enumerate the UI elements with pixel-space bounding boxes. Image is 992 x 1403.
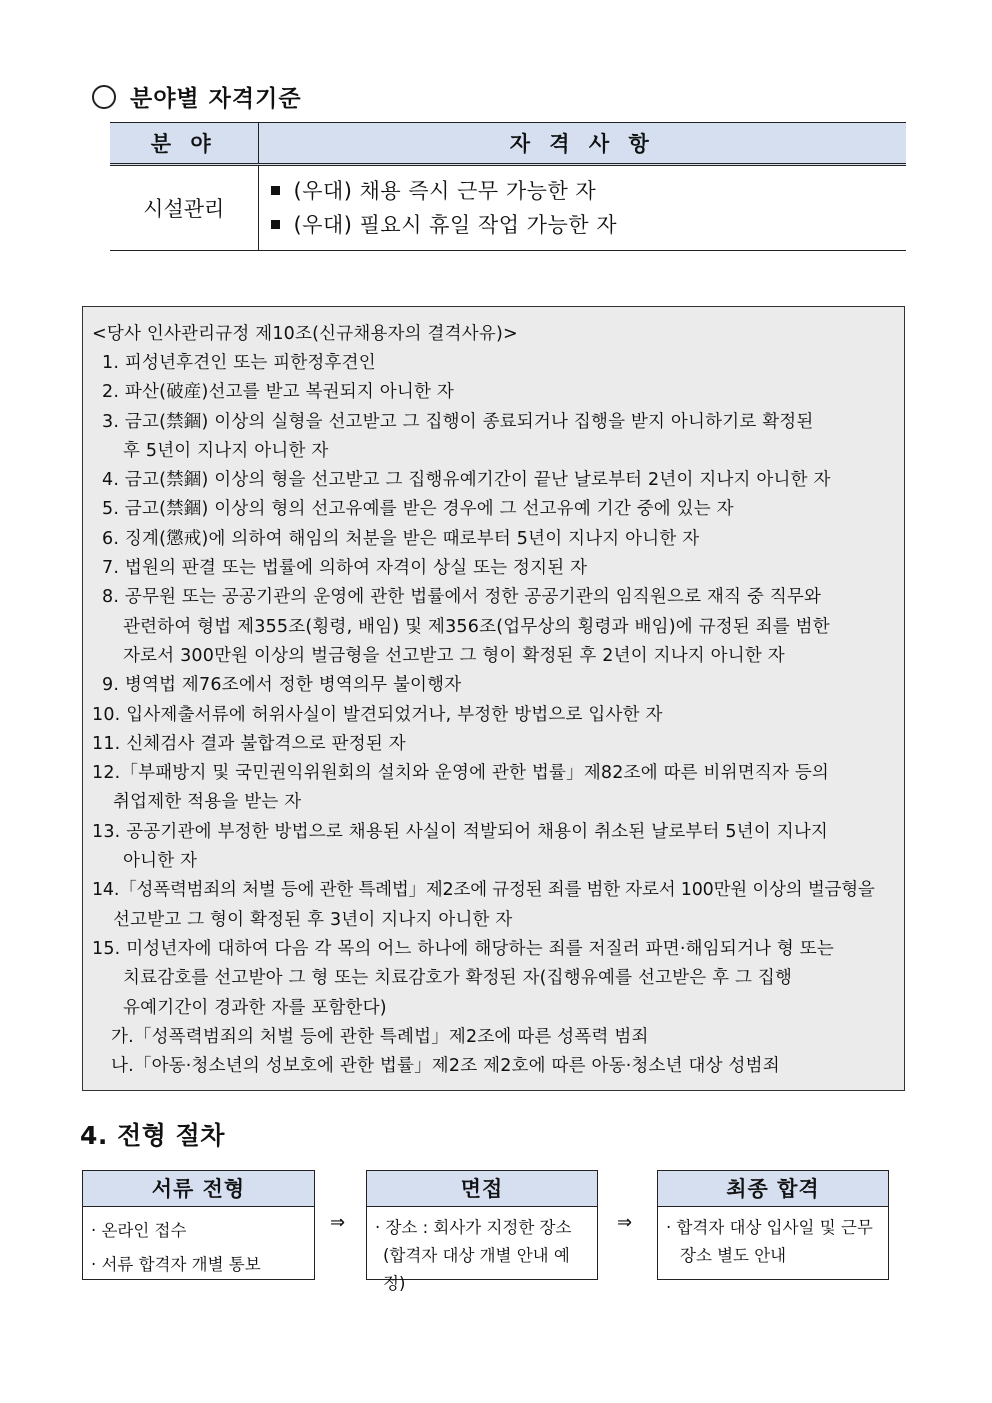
rule-line: 9. 병역법 제76조에서 정한 병역의무 불이행자 (102, 675, 462, 696)
list-item (267, 208, 907, 242)
rule-line: 자로서 300만원 이상의 벌금형을 선고받고 그 형이 확정된 후 2년이 지나지 아니한 자 (123, 645, 785, 666)
rule-line: 13. 공공기관에 부정한 방법으로 채용된 사실이 적발되어 채용이 취소된 날로부터 5년이 지나지 (92, 821, 829, 842)
rule-line: 후 5년이 지나지 아니한 자 (123, 440, 329, 461)
rule-line: 치료감호를 선고받아 그 형 또는 치료감호가 확정된 자(집행유예를 선고받은 후 그 집행 (123, 968, 793, 989)
arrow-right-icon: ⇒ (617, 1212, 633, 1233)
section-title (92, 80, 302, 113)
step-title: 면접 (367, 1171, 597, 1207)
rule-line: 유예기간이 경과한 자를 포함한다) (123, 997, 387, 1018)
rule-line: 선고받고 그 형이 확정된 후 3년이 지나지 아니한 자 (113, 909, 513, 930)
step-line: · 서류 합격자 개별 통보 (91, 1255, 261, 1274)
rule-line: 4. 금고(禁錮) 이상의 형을 선고받고 그 집행유예기간이 끝난 날로부터 2년이 지나지 아니한 자 (102, 470, 831, 491)
rule-line: 취업제한 적용을 받는 자 (113, 792, 302, 813)
square-bullet-icon (271, 220, 280, 229)
rule-line: 5. 금고(禁錮) 이상의 형의 선고유예를 받은 경우에 그 선고유예 기간 중에 있는 자 (102, 499, 734, 520)
arrow-right-icon: ⇒ (330, 1212, 346, 1233)
disqualification-rules-box (82, 306, 905, 1091)
rule-line: 15. 미성년자에 대하여 다음 각 목의 어느 하나에 해당하는 죄를 저질러 파면·해임되거나 형 또는 (92, 938, 834, 959)
rule-line: 나.「아동·청소년의 성보호에 관한 법률」제2조 제2호에 따른 아동·청소년 대상 성범죄 (111, 1056, 780, 1077)
square-bullet-icon (271, 186, 280, 195)
step-document-screening (82, 1170, 315, 1280)
rule-line: 14.「성폭력범죄의 처벌 등에 관한 특례법」제2조에 규정된 죄를 범한 자로서 100만원 이상의 벌금형을 (92, 880, 875, 901)
rule-line: 3. 금고(禁錮) 이상의 실형을 선고받고 그 집행이 종료되거나 집행을 받지 아니하기로 확정된 (102, 411, 814, 432)
rule-line: 7. 법원의 판결 또는 법률에 의하여 자격이 상실 또는 정지된 자 (102, 558, 588, 579)
rule-line: 11. 신체검사 결과 불합격으로 판정된 자 (92, 733, 406, 754)
table-row (110, 165, 906, 251)
rules-heading: <당사 인사관리규정 제10조(신규채용자의 결격사유)> (92, 324, 518, 344)
col-header-field: 분 야 (110, 123, 258, 165)
rule-line: 아니한 자 (123, 851, 198, 872)
step-title: 최종 합격 (658, 1171, 888, 1207)
step-line: 장소 별도 안내 (680, 1246, 787, 1265)
rule-line: 6. 징계(懲戒)에 의하여 해임의 처분을 받은 때로부터 5년이 지나지 아니한 자 (102, 528, 700, 549)
rule-line: 12.「부패방지 및 국민권익위원회의 설치와 운영에 관한 법률」제82조에 따른 비위면직자 등의 (92, 763, 830, 784)
rule-line: 10. 입사제출서류에 허위사실이 발견되었거나, 부정한 방법으로 입사한 자 (92, 704, 663, 725)
step-line: (합격자 대상 개별 안내 예정) (383, 1246, 570, 1293)
step-final-pass (657, 1170, 889, 1280)
step-interview (366, 1170, 598, 1293)
circle-icon (92, 85, 116, 109)
list-item (267, 174, 907, 208)
col-header-qualification: 자 격 사 항 (258, 123, 906, 165)
step-body (367, 1207, 597, 1298)
section-title-text: 분야별 자격기준 (130, 86, 302, 112)
rule-line: 관련하여 형법 제355조(횡령, 배임) 및 제356조(업무상의 횡령과 배임)에 규정된 죄를 범한 (123, 616, 830, 637)
rule-line: 가.「성폭력범죄의 처벌 등에 관한 특례법」제2조에 따른 성폭력 범죄 (111, 1026, 649, 1047)
step-body (83, 1207, 314, 1282)
list-item-text: (우대) 필요시 휴일 작업 가능한 자 (293, 213, 617, 237)
list-item-text: (우대) 채용 즉시 근무 가능한 자 (293, 179, 597, 203)
step-line: · 온라인 접수 (91, 1221, 187, 1240)
field-cell: 시설관리 (110, 165, 258, 251)
rule-line: 1. 피성년후견인 또는 피한정후견인 (102, 353, 376, 373)
rule-line: 8. 공무원 또는 공공기관의 운영에 관한 법률에서 정한 공공기관의 임직원으로 재직 중 직무와 (102, 587, 822, 608)
step-title: 서류 전형 (83, 1171, 314, 1207)
qualification-table (110, 122, 906, 251)
step-line: · 합격자 대상 입사일 및 근무 (666, 1218, 873, 1237)
process-title: 4. 전형 절차 (80, 1121, 225, 1150)
rule-line: 2. 파산(破産)선고를 받고 복권되지 아니한 자 (102, 382, 454, 403)
qualification-cell (258, 165, 906, 251)
step-body (658, 1207, 888, 1270)
step-line: · 장소 : 회사가 지정한 장소 (375, 1218, 572, 1237)
